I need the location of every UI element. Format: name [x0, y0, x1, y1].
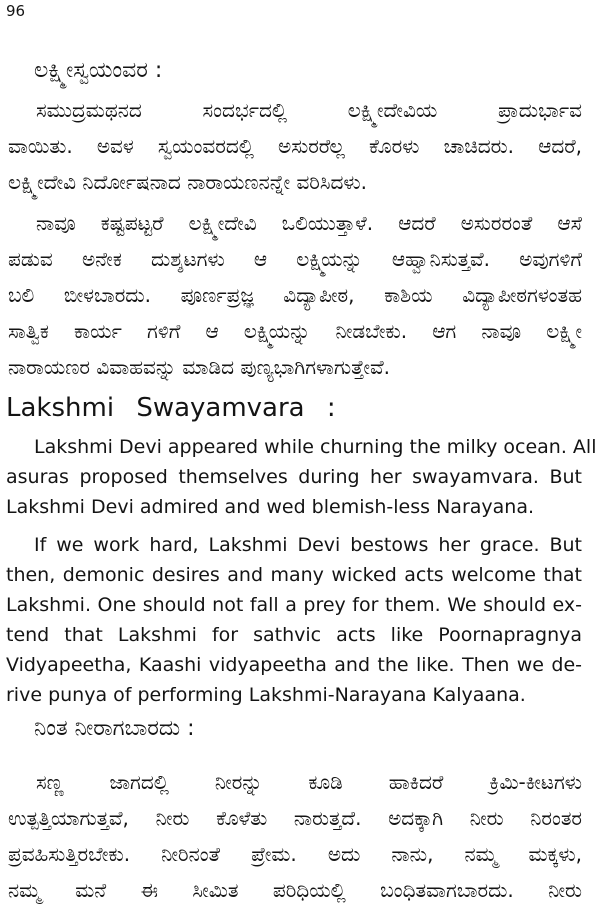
text-line: ಪ್ರವಹಿಸುತ್ತಿರಬೇಕು. ನೀರಿನಂತೆ ಪ್ರೇಮ. ಅದು ನಾನು, ನಮ್ಮ ಮಕ್ಕಳು, — [8, 842, 582, 866]
text-line: ವಾಯಿತು. ಅವಳ ಸ್ವಯಂವರದಲ್ಲಿ ಅಸುರರೆಲ್ಲ ಕೊರಳು ಚಾಚಿದರು. ಆದರೆ, — [8, 134, 582, 158]
paragraph — [8, 92, 582, 200]
paragraph — [6, 530, 582, 710]
text-line: Lakshmi Devi appeared while churning the milky ocean. All — [34, 436, 597, 458]
text-line: ಸಾತ್ವಿಕ ಕಾರ್ಯ ಗಳಿಗೆ ಆ ಲಕ್ಷ್ಮಿಯನ್ನು ನೀಡಬೇಕು. ಆಗ ನಾವೂ ಲಕ್ಷ್ಮೀ — [8, 319, 582, 343]
text-line: ಉತ್ಪತ್ತಿಯಾಗುತ್ತವೆ, ನೀರು ಕೊಳೆತು ನಾರುತ್ತದೆ. ಅದಕ್ಕಾಗಿ ನೀರು ನಿರಂತರ — [8, 806, 582, 830]
text-line: then, demonic desires and many wicked acts welcome that — [6, 564, 582, 586]
paragraph — [8, 205, 582, 385]
text-line: ಸಣ್ಣ ಜಾಗದಲ್ಲಿ ನೀರನ್ನು ಕೂಡಿ ಹಾಕಿದರೆ ಕ್ರಿಮಿ-ಕೀಟಗಳು — [36, 770, 582, 794]
page-number: 96 — [6, 2, 26, 20]
text-line: tend that Lakshmi for sathvic acts like Poornapragnya — [6, 624, 582, 646]
paragraph — [6, 432, 597, 522]
text-line: ಪಡುವ ಅನೇಕ ದುಶ್ಶಟಗಳು ಆ ಲಕ್ಷ್ಮಿಯನ್ನು ಆಹ್ವಾನಿಸುತ್ತವೆ. ಅವುಗಳಿಗೆ — [8, 247, 582, 271]
text-line: Lakshmi Devi admired and wed blemish-less Narayana. — [6, 496, 535, 518]
text-line: ನಾರಾಯಣರ ವಿವಾಹವನ್ನು ಮಾಡಿದ ಪುಣ್ಯಭಾಗಿಗಳಾಗುತ್ತೇವೆ. — [8, 355, 391, 379]
text-line: ಬಲಿ ಬೀಳಬಾರದು. ಪೂರ್ಣಪ್ರಜ್ಞ ವಿದ್ಯಾಪೀಠ, ಕಾಶಿಯ ವಿದ್ಯಾಪೀಠಗಳಂತಹ — [8, 283, 582, 307]
section-heading-english: Lakshmi Swayamvara : — [6, 393, 336, 423]
text-line: Vidyapeetha, Kaashi vidyapeetha and the like. Then we de- — [6, 654, 582, 676]
section-heading-kannada: ನಿಂತ ನೀರಾಗಬಾರದು : — [34, 716, 195, 741]
text-line: If we work hard, Lakshmi Devi bestows her grace. But — [34, 534, 582, 556]
text-line: ಸಮುದ್ರಮಥನದ ಸಂದರ್ಭದಲ್ಲಿ ಲಕ್ಷ್ಮೀದೇವಿಯ ಪ್ರಾದುರ್ಭಾವ — [36, 98, 582, 122]
text-line: rive punya of performing Lakshmi-Narayana Kalyaana. — [6, 684, 526, 706]
section-heading-kannada: ಲಕ್ಷ್ಮೀಸ್ವಯಂವರ : — [34, 58, 163, 83]
text-line: asuras proposed themselves during her swayamvara. But — [6, 466, 582, 488]
text-line: ನಮ್ಮ ಮನೆ ಈ ಸೀಮಿತ ಪರಿಧಿಯಲ್ಲಿ ಬಂಧಿತವಾಗಬಾರದು. ನೀರು — [8, 878, 582, 902]
text-line: ಲಕ್ಷ್ಮೀದೇವಿ ನಿರ್ದೋಷನಾದ ನಾರಾಯಣನನ್ನೇ ವರಿಸಿದಳು. — [8, 170, 367, 194]
paragraph — [8, 764, 582, 908]
text-line: ನಾವೂ ಕಷ್ಟಪಟ್ಟರೆ ಲಕ್ಷ್ಮೀದೇವಿ ಒಲಿಯುತ್ತಾಳೆ. ಆದರೆ ಅಸುರರಂತೆ ಆಸೆ — [36, 211, 582, 235]
text-line: Lakshmi. One should not fall a prey for them. We should ex- — [6, 594, 582, 616]
